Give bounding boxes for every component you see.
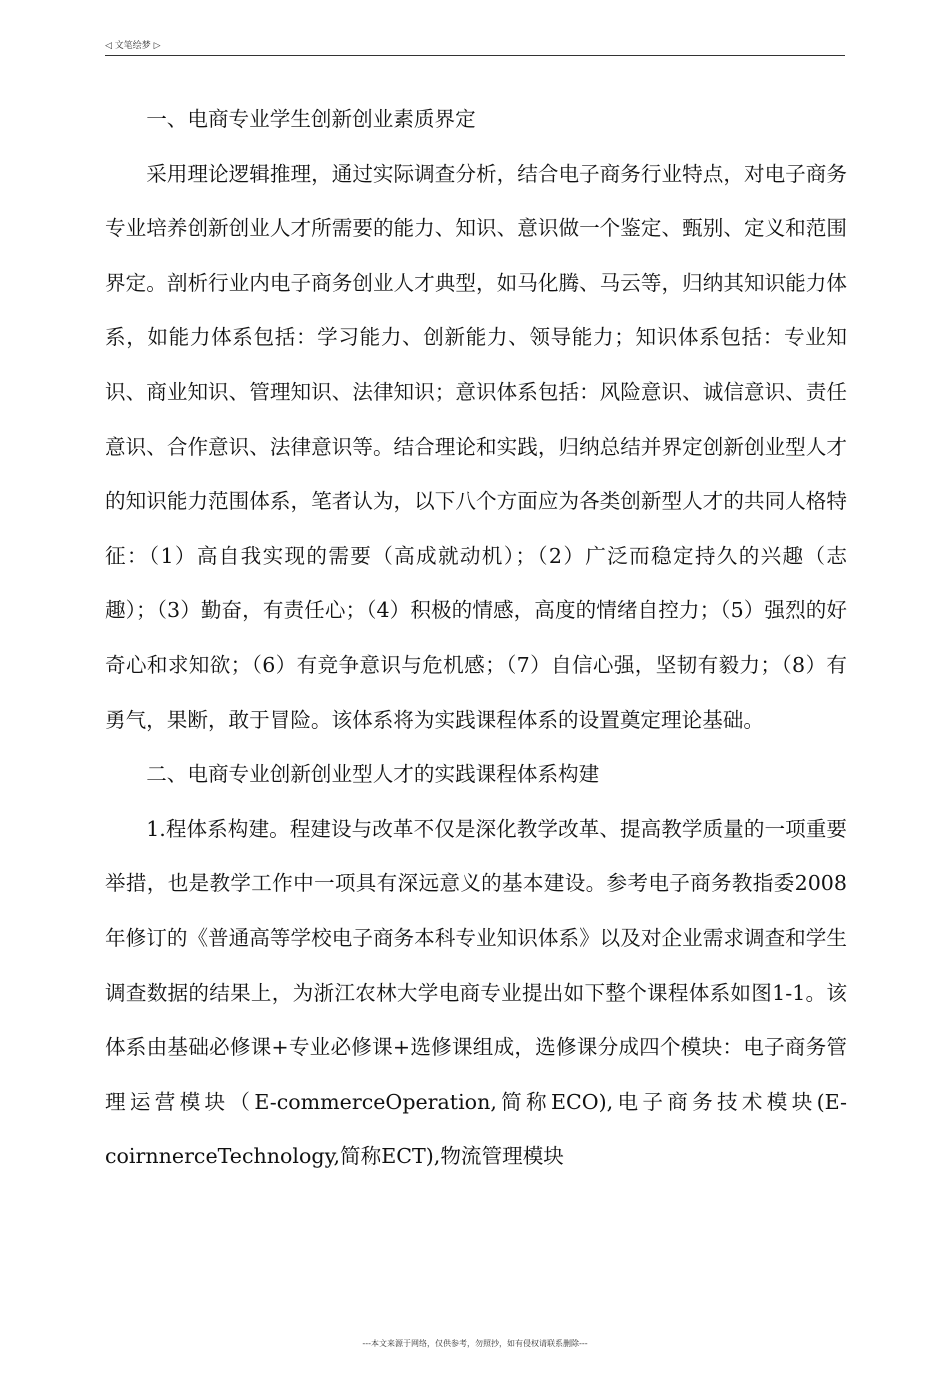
paragraph-1: 采用理论逻辑推理，通过实际调查分析，结合电子商务行业特点，对电子商务专业培养创新创业人才所需要的能力、知识、意识做一个鉴定、甄别、定义和范围界定。剖析行业内电子商务创业人才典型，如马化腾、马云等，归纳其知识能力体系，如能力体系包括：学习能力、创新能力、领导能力；知识体系包括：专业知识、商业知识、管理知识、法律知识；意识体系包括：风险意识、诚信意识、责任意识、合作意识、法律意识等。结合理论和实践，归纳总结并界定创新创业型人才的知识能力范围体系，笔者认为，以下八个方面应为各类创新型人才的共同人格特征：（1）高自我实现的需要（高成就动机）；（2）广泛而稳定持久的兴趣（志趣）；（3）勤奋，有责任心；（4）积极的情感，高度的情绪自控力；（5）强烈的好奇心和求知欲；（6）有竞争意识与危机感；（7）自信心强，坚韧有毅力；（8）有勇气，果断，敢于冒险。该体系将为实践课程体系的设置奠定理论基础。 <box>105 161 847 732</box>
section-heading-2: 二、电商专业创新创业型人才的实践课程体系构建 <box>146 762 600 787</box>
page-footer <box>0 1338 950 1349</box>
page-header <box>105 40 845 56</box>
paragraph-2: 1.程体系构建。程建设与改革不仅是深化教学改革、提高教学质量的一项重要举措，也是教学工作中一项具有深远意义的基本建设。参考电子商务教指委2008年修订的《普通高等学校电子商务本科专业知识体系》以及对企业需求调查和学生调查数据的结果上，为浙江农林大学电商专业提出如下整个课程体系如图1-1。该体系由基础必修课+专业必修课+选修课组成，选修课分成四个模块：电子商务管理运营模块（E-commerceOperation,简称ECO),电子商务技术模块(E-coirnnerceTechnology,简称ECT),物流管理模块 <box>105 816 847 1169</box>
header-text: ◁ 文笔绘梦 ▷ <box>105 41 161 51</box>
section-heading-1: 一、电商专业学生创新创业素质界定 <box>146 107 476 131</box>
footer-disclaimer: ---本文来源于网络，仅供参考，勿照抄，如有侵权请联系删除--- <box>362 1339 588 1348</box>
document-body <box>105 92 847 1184</box>
